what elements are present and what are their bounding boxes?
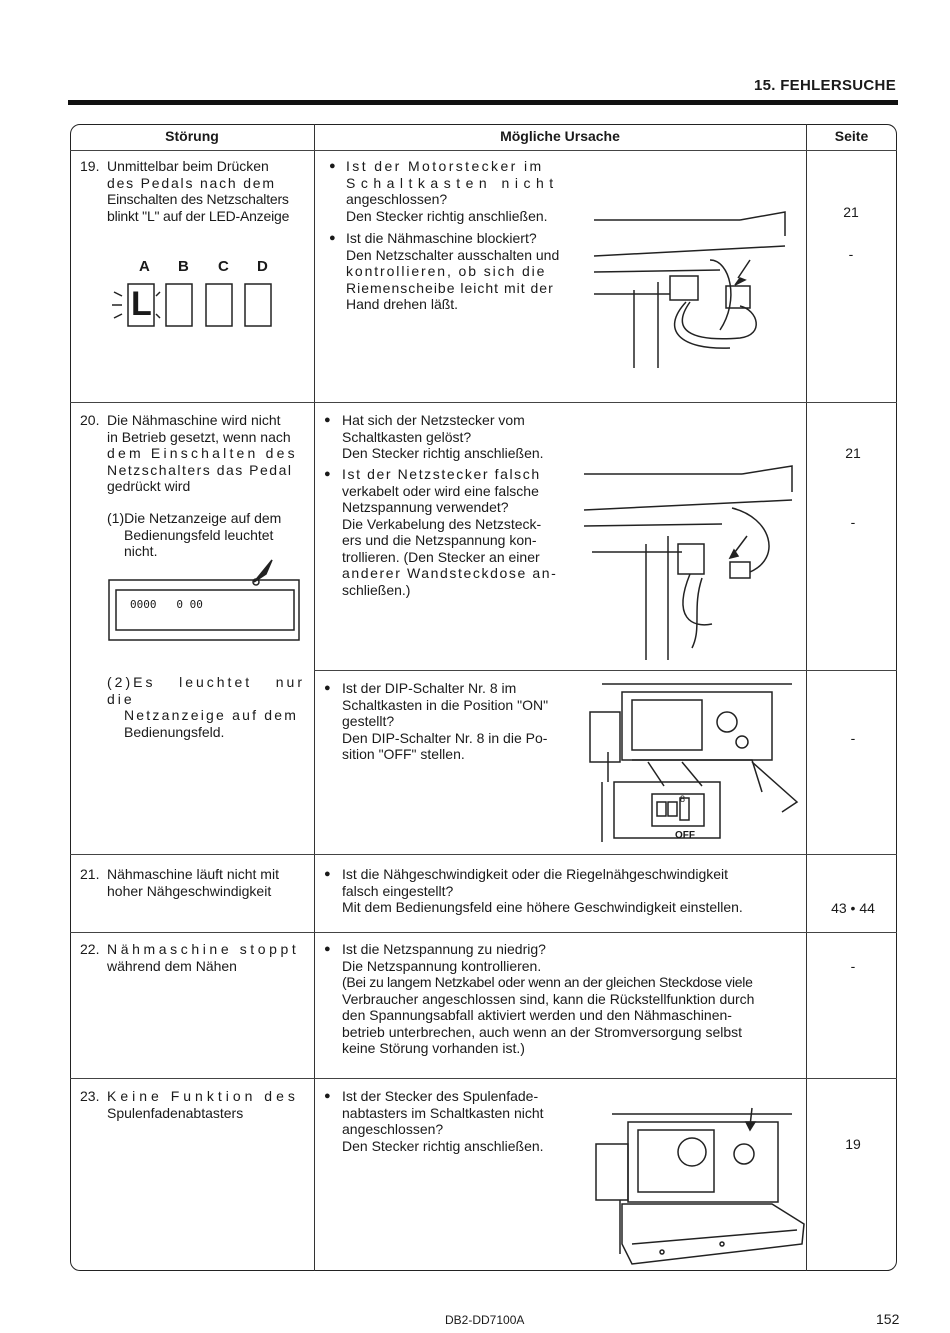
row-divider <box>70 932 897 933</box>
cause-line: betrieb unterbrechen, auch wenn an der Stromversorgung selbst <box>342 1023 743 1040</box>
problem-line: Unmittelbar beim Drücken <box>107 158 269 174</box>
problem-text <box>107 158 305 224</box>
problem-line: Die Nähmaschine wird nicht <box>107 412 281 428</box>
page-reference: 43 • 44 <box>831 900 875 916</box>
cause-line: nabtasters im Schaltkasten nicht <box>342 1104 544 1121</box>
page-number: 152 <box>876 1311 900 1327</box>
dip-switch-illustration <box>582 682 802 847</box>
section-title: 15. FEHLERSUCHE <box>753 77 896 94</box>
problem-line: Nähmaschine läuft nicht mit <box>107 866 279 882</box>
cause-line: Ist der Stecker des Spulenfade- <box>342 1088 539 1104</box>
cause-line: Verbraucher angeschlossen sind, kann die Rückstellfunktion durch <box>342 990 755 1007</box>
cause-text <box>346 158 576 224</box>
cause-line: den Spannungsabfall aktiviert werden und den Nähmaschinen- <box>342 1007 732 1023</box>
control-box-power-plug-illustration <box>582 448 797 663</box>
cause-line: Riemenscheibe leicht mit der <box>346 279 554 296</box>
row-divider <box>70 854 897 855</box>
header-rule <box>68 100 898 105</box>
cause-line: Die Netzspannung kontrollieren. <box>342 957 542 974</box>
led-label-b: B <box>178 258 189 275</box>
page-reference: - <box>850 730 856 746</box>
cause-text <box>342 941 800 1057</box>
cause-line: Den DIP-Schalter Nr. 8 in die Po- <box>342 729 548 746</box>
problem-text <box>107 1088 305 1121</box>
problem-line: nicht. <box>124 543 158 559</box>
cause-text <box>342 680 574 763</box>
problem-line: des Pedals nach dem <box>107 174 276 191</box>
cause-line: verkabelt oder wird eine falsche <box>342 482 539 499</box>
row-number: 22. <box>80 941 100 957</box>
cause-line: trollieren. (Den Stecker an einer <box>342 548 540 565</box>
problem-text <box>107 866 305 899</box>
cause-line: Mit dem Bedienungsfeld eine höhere Geschwindigkeit einstellen. <box>342 899 743 915</box>
bullet-icon: ● <box>329 160 336 172</box>
bullet-icon: ● <box>324 943 331 955</box>
page-reference: 21 <box>843 204 859 220</box>
header-divider <box>70 150 897 151</box>
cause-line: Schaltkasten gelöst? <box>342 428 472 445</box>
problem-line: Nähmaschine stoppt <box>107 941 300 957</box>
bobbin-sensor-connector-illustration <box>592 1104 807 1266</box>
cause-line: Den Stecker richtig anschließen. <box>342 1137 544 1154</box>
cause-line: anderer Wandsteckdose an- <box>342 565 558 581</box>
row-number: 21. <box>80 866 100 882</box>
problem-text <box>107 412 305 495</box>
problem-line: Netzanzeige auf dem <box>124 707 299 723</box>
cause-line: sition "OFF" stellen. <box>342 746 465 762</box>
led-label-d: D <box>257 258 268 275</box>
dip-switch-off-label: OFF <box>675 830 695 841</box>
cause-text <box>346 230 578 313</box>
row-divider <box>70 1078 897 1079</box>
problem-line: (1)Die Netzanzeige auf dem <box>107 510 282 526</box>
problem-line: Keine Funktion des <box>107 1088 299 1104</box>
cause-text <box>342 1088 592 1154</box>
cause-line: Ist der Motorstecker im <box>346 158 544 174</box>
header-problem: Störung <box>165 128 219 144</box>
led-character: L <box>131 285 152 323</box>
page-reference: - <box>850 514 856 530</box>
panel-display: 0000 0 00 <box>130 598 203 611</box>
dip-switch-number: 8 <box>680 794 686 804</box>
cause-line: Hand drehen läßt. <box>346 296 459 312</box>
row-number: 23. <box>80 1088 100 1104</box>
led-label-a: A <box>139 258 150 275</box>
bullet-icon: ● <box>324 682 331 694</box>
bullet-icon: ● <box>324 414 331 426</box>
document-code: DB2-DD7100A <box>445 1313 525 1327</box>
led-label-c: C <box>218 258 229 275</box>
cause-text <box>342 866 802 916</box>
row-number: 20. <box>80 412 100 428</box>
sub-problem-text <box>107 510 305 560</box>
sub-problem-text <box>107 674 305 740</box>
cause-line: falsch eingestellt? <box>342 882 454 899</box>
problem-line: (2)Es leuchtet nur die <box>107 674 305 707</box>
problem-line: während dem Nähen <box>107 957 237 974</box>
cause-line: Ist der DIP-Schalter Nr. 8 im <box>342 680 517 696</box>
cause-line: ers und die Netzspannung kon- <box>342 532 537 548</box>
cause-text <box>342 466 564 598</box>
bullet-icon: ● <box>329 232 336 244</box>
page-reference: - <box>848 246 854 262</box>
cause-line: Netzspannung verwendet? <box>342 499 509 515</box>
problem-line: gedrückt wird <box>107 478 191 494</box>
cause-line: Ist die Netzspannung zu niedrig? <box>342 941 546 957</box>
cause-line: angeschlossen? <box>346 191 448 207</box>
cause-line: Schaltkasten nicht <box>346 174 559 191</box>
cause-line: Den Netzschalter ausschalten und <box>346 246 560 263</box>
cause-line: Hat sich der Netzstecker vom <box>342 412 525 428</box>
cause-line: Den Stecker richtig anschließen. <box>342 445 544 461</box>
problem-line: blinkt "L" auf der LED-Anzeige <box>107 207 290 224</box>
problem-line: Netzschalters das Pedal <box>107 461 293 478</box>
problem-text <box>107 941 305 974</box>
cause-line: Den Stecker richtig anschließen. <box>346 207 548 224</box>
cause-line: Ist der Netzstecker falsch <box>342 466 541 482</box>
bullet-icon: ● <box>324 1090 331 1102</box>
cause-line: Die Verkabelung des Netzsteck- <box>342 515 542 532</box>
bullet-icon: ● <box>324 868 331 880</box>
cause-line: Ist die Nähmaschine blockiert? <box>346 230 537 246</box>
page-reference: - <box>850 958 856 974</box>
row-number: 19. <box>80 158 100 174</box>
problem-line: Spulenfadenabtasters <box>107 1104 244 1121</box>
problem-line: hoher Nähgeschwindigkeit <box>107 882 272 899</box>
control-box-motor-plug-illustration <box>590 190 795 370</box>
header-cause: Mögliche Ursache <box>500 128 620 144</box>
problem-line: Bedienungsfeld. <box>124 723 225 740</box>
row-divider <box>314 670 897 671</box>
cause-line: keine Störung vorhanden ist.) <box>342 1040 525 1056</box>
cause-line: Ist die Nähgeschwindigkeit oder die Riegelnähgeschwindigkeit <box>342 866 729 882</box>
bullet-icon: ● <box>324 468 331 480</box>
cause-line: schließen.) <box>342 581 411 598</box>
row-divider <box>70 402 897 403</box>
page-reference: 19 <box>845 1136 861 1152</box>
cause-line: Schaltkasten in die Position "ON" <box>342 696 549 713</box>
cause-line: kontrollieren, ob sich die <box>346 263 547 279</box>
column-divider <box>314 124 315 1271</box>
problem-line: dem Einschalten des <box>107 445 298 461</box>
cause-text <box>342 412 572 462</box>
problem-line: Einschalten des Netzschalters <box>107 191 289 207</box>
cause-line: (Bei zu langem Netzkabel oder wenn an der gleichen Steckdose viele <box>342 974 753 990</box>
problem-line: in Betrieb gesetzt, wenn nach <box>107 428 291 445</box>
column-divider <box>806 124 807 1271</box>
problem-line: Bedienungsfeld leuchtet <box>124 526 274 543</box>
cause-line: gestellt? <box>342 713 395 729</box>
header-page: Seite <box>834 128 869 144</box>
cause-line: angeschlossen? <box>342 1121 444 1137</box>
page-reference: 21 <box>845 445 861 461</box>
